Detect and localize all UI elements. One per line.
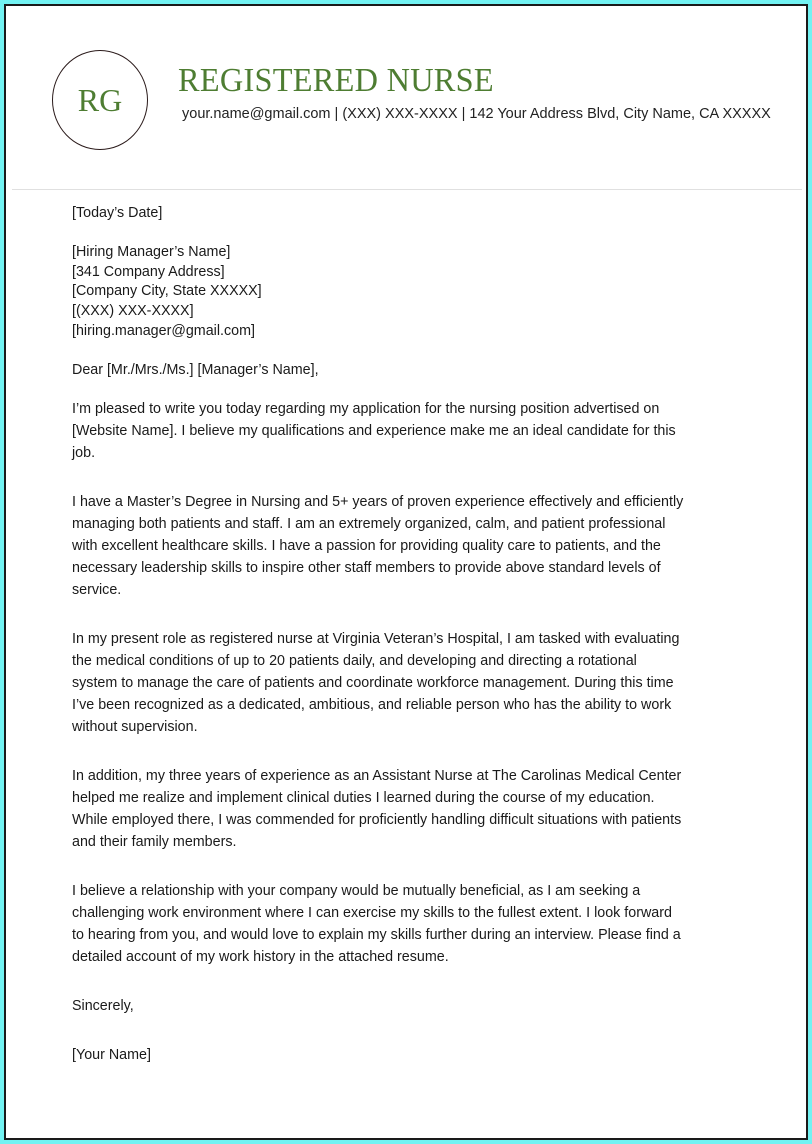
paragraph-line: In my present role as registered nurse at Virginia Veteran’s Hospital, I am tasked with evaluating bbox=[72, 631, 680, 647]
recipient-line: [(XXX) XXX-XXXX] bbox=[72, 303, 194, 320]
paragraph-5 bbox=[72, 881, 681, 969]
signature bbox=[72, 1045, 151, 1067]
closing-text: Sincerely, bbox=[72, 998, 134, 1014]
paragraph-line: I’ve been recognized as a dedicated, ambitious, and reliable person who has the ability to work bbox=[72, 696, 672, 713]
closing bbox=[72, 996, 134, 1018]
paragraph-line: challenging work environment where I can exercise my skills to the fullest extent. I look forward bbox=[72, 904, 672, 921]
paragraph-line: system to manage the care of patients and coordinate workforce management. During this time bbox=[72, 674, 674, 691]
date bbox=[72, 204, 162, 224]
paragraph-line: the medical conditions of up to 20 patients daily, and developing and directing a rotational bbox=[72, 652, 637, 669]
paragraph-line: managing both patients and staff. I am an extremely organized, calm, and patient professional bbox=[72, 515, 666, 532]
paragraph-line: In addition, my three years of experience as an Assistant Nurse at The Carolinas Medical Center bbox=[72, 768, 682, 784]
recipient-line: [hiring.manager@gmail.com] bbox=[72, 322, 255, 339]
paragraph-line: without supervision. bbox=[72, 718, 198, 735]
letter-page bbox=[4, 4, 808, 1140]
monogram-logo bbox=[52, 50, 148, 150]
monogram-text: RG bbox=[77, 81, 123, 118]
recipient-line: [Hiring Manager’s Name] bbox=[72, 244, 231, 260]
paragraph-line: and their family members. bbox=[72, 833, 237, 850]
recipient-line: [341 Company Address] bbox=[72, 263, 225, 280]
salutation-text: Dear [Mr./Mrs./Ms.] [Manager’s Name], bbox=[72, 362, 319, 378]
paragraph-line: service. bbox=[72, 581, 122, 598]
header-divider bbox=[12, 189, 802, 190]
paragraph-line: While employed there, I was commended for proficiently handling difficult situations with patients bbox=[72, 811, 682, 828]
paragraph-4 bbox=[72, 766, 681, 854]
paragraph-3 bbox=[72, 629, 679, 739]
page-title: REGISTERED NURSE bbox=[178, 62, 494, 99]
paragraph-1 bbox=[72, 399, 676, 465]
paragraph-line: I’m pleased to write you today regarding my application for the nursing position advertised on bbox=[72, 401, 660, 417]
paragraph-line: I believe a relationship with your company would be mutually beneficial, as I am seeking a bbox=[72, 883, 641, 899]
paragraph-line: helped me realize and implement clinical duties I learned during the course of my education. bbox=[72, 789, 655, 806]
paragraph-line: job. bbox=[72, 444, 96, 461]
paragraph-2 bbox=[72, 492, 683, 602]
date-text: [Today’s Date] bbox=[72, 205, 163, 221]
paragraph-line: I have a Master’s Degree in Nursing and 5+ years of proven experience effectively and efficiently bbox=[72, 494, 684, 510]
paragraph-line: to hearing from you, and would love to explain my skills further during an interview. Please find a bbox=[72, 926, 681, 943]
paragraph-line: [Website Name]. I believe my qualifications and experience make me an ideal candidate for this bbox=[72, 422, 676, 439]
paragraph-line: detailed account of my work history in the attached resume. bbox=[72, 948, 449, 965]
paragraph-line: with excellent healthcare skills. I have a passion for providing quality care to patients, and the bbox=[72, 537, 661, 554]
recipient-address bbox=[72, 243, 262, 342]
paragraph-line: necessary leadership skills to inspire other staff members to provide above standard levels of bbox=[72, 559, 661, 576]
salutation bbox=[72, 361, 319, 381]
recipient-line: [Company City, State XXXXX] bbox=[72, 283, 262, 300]
contact-info: your.name@gmail.com | (XXX) XXX-XXXX | 142 Your Address Blvd, City Name, CA XXXXX bbox=[182, 106, 771, 122]
signature-text: [Your Name] bbox=[72, 1047, 151, 1063]
